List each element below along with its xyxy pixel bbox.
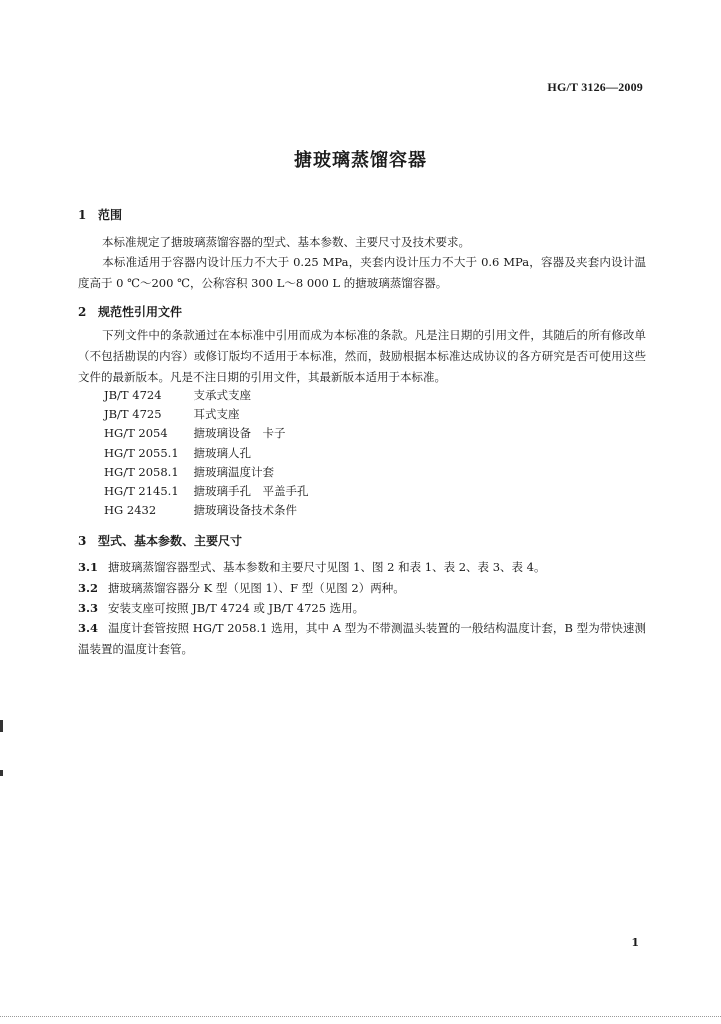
section-3-number: 3: [78, 534, 87, 548]
standard-code: HG/T 3126—2009: [547, 80, 643, 94]
clause-number: 3.4: [78, 621, 99, 635]
reference-item: [104, 501, 644, 520]
reference-name: 搪玻璃温度计套: [193, 464, 274, 479]
page-number: 1: [631, 936, 639, 949]
clause-text: 搪玻璃蒸馏容器分 K 型（见图 1）、F 型（见图 2）两种。: [108, 581, 405, 595]
reference-name: 搪玻璃手孔 平盖手孔: [193, 483, 309, 498]
clause-3-4: [78, 618, 646, 660]
section-2-intro-text: 下列文件中的条款通过在本标准中引用而成为本标准的条款。凡是注日期的引用文件，其随后的所有修改单（不包括勘误的内容）或修订版均不适用于本标准，然而，鼓励根据本标准达成协议的各方研究是否可使用这些文件的最新版本。凡是不注日期的引用文件，其最新版本适用于本标准。: [78, 328, 646, 384]
clause-number: 3.2: [78, 581, 99, 595]
clause-number: 3.3: [78, 601, 99, 615]
reference-item: [104, 463, 644, 482]
reference-item: [104, 405, 644, 424]
section-2-number: 2: [78, 305, 87, 319]
section-1-para-2-text: 本标准适用于容器内设计压力不大于 0.25 MPa，夹套内设计压力不大于 0.6 MPa，容器及夹套内设计温度高于 0 ℃～200 ℃，公称容积 300 L～8 000 L 的搪玻璃蒸馏容器。: [78, 255, 646, 290]
section-2-heading: [78, 303, 182, 320]
reference-code: HG/T 2054: [104, 426, 168, 441]
clause-text: 温度计套管按照 HG/T 2058.1 选用，其中 A 型为不带测温头装置的一般结构温度计套，B 型为带快速测温装置的温度计套管。: [78, 621, 646, 656]
scan-edge-mark: [0, 770, 3, 776]
section-1-para-1: [78, 232, 646, 253]
section-1-title: 范围: [98, 208, 123, 222]
section-1-number: 1: [78, 208, 87, 222]
clause-text: 安装支座可按照 JB/T 4724 或 JB/T 4725 选用。: [108, 601, 365, 615]
clause-text: 搪玻璃蒸馏容器型式、基本参数和主要尺寸见图 1、图 2 和表 1、表 2、表 3、表 4。: [108, 560, 546, 574]
reference-name: 搪玻璃设备技术条件: [193, 503, 297, 518]
reference-item: [104, 482, 644, 501]
reference-code: HG/T 2145.1: [104, 483, 179, 498]
clause-3-2: [78, 578, 646, 599]
section-2-title: 规范性引用文件: [98, 305, 183, 319]
normative-reference-list: [104, 386, 644, 520]
section-1-para-1-text: 本标准规定了搪玻璃蒸馏容器的型式、基本参数、主要尺寸及技术要求。: [102, 235, 470, 249]
reference-code: JB/T 4724: [104, 388, 162, 402]
reference-code: HG 2432: [104, 503, 157, 518]
document-title: 搪玻璃蒸馏容器: [294, 150, 427, 171]
reference-name: 支承式支座: [193, 388, 251, 402]
section-3-heading: [78, 532, 242, 549]
reference-name: 搪玻璃设备 卡子: [193, 426, 286, 441]
reference-code: HG/T 2058.1: [104, 464, 179, 479]
reference-name: 耳式支座: [193, 407, 240, 422]
section-2-intro: [78, 325, 646, 388]
clause-3-3: [78, 598, 646, 619]
reference-name: 搪玻璃人孔: [193, 445, 251, 460]
reference-item: [104, 444, 644, 463]
section-3-title: 型式、基本参数、主要尺寸: [98, 534, 243, 548]
clause-number: 3.1: [78, 560, 99, 574]
scan-bottom-edge: [0, 1016, 721, 1018]
clause-3-1: [78, 557, 646, 578]
section-1-heading: [78, 206, 122, 223]
reference-item: [104, 386, 644, 405]
scan-edge-mark: [0, 720, 3, 732]
reference-item: [104, 424, 644, 443]
section-1-para-2: [78, 252, 646, 294]
reference-code: JB/T 4725: [104, 407, 162, 422]
reference-code: HG/T 2055.1: [104, 445, 179, 460]
